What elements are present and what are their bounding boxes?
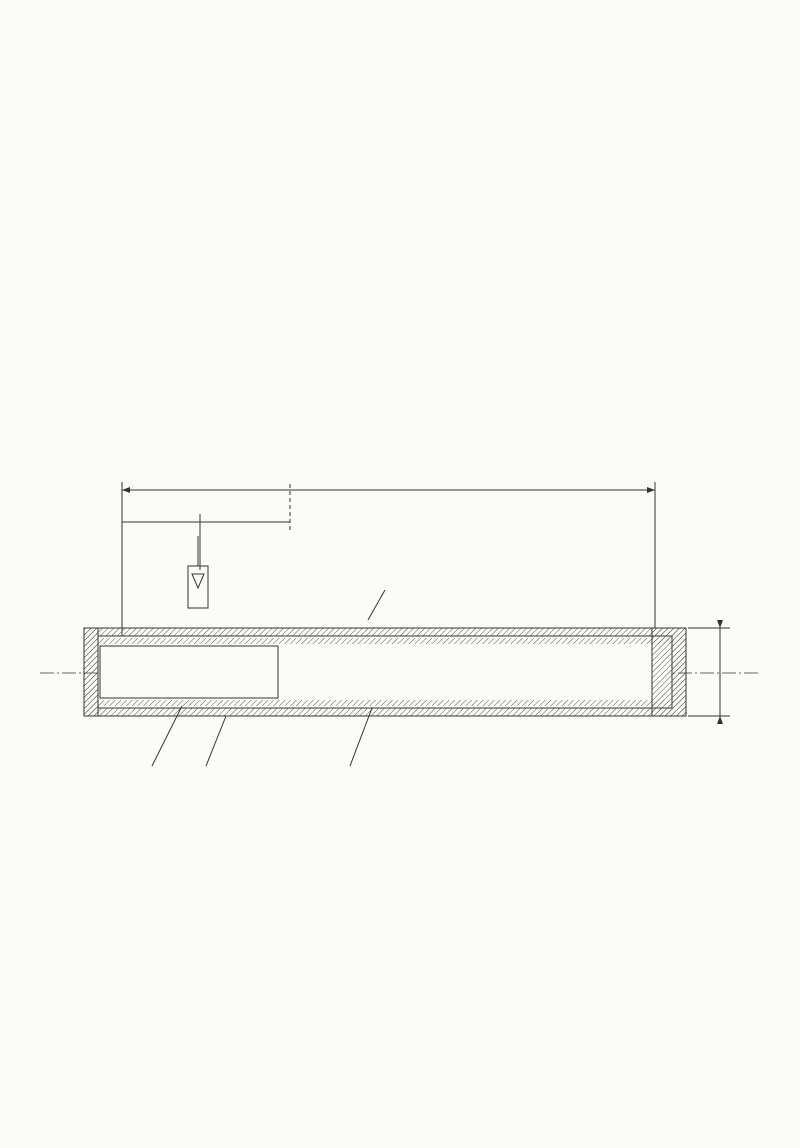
blade-icon bbox=[188, 536, 208, 608]
test-pipe bbox=[84, 628, 686, 716]
diameter-dimension bbox=[688, 620, 730, 724]
dimension-lines bbox=[122, 482, 655, 640]
figure-s4-apparatus bbox=[0, 470, 800, 790]
